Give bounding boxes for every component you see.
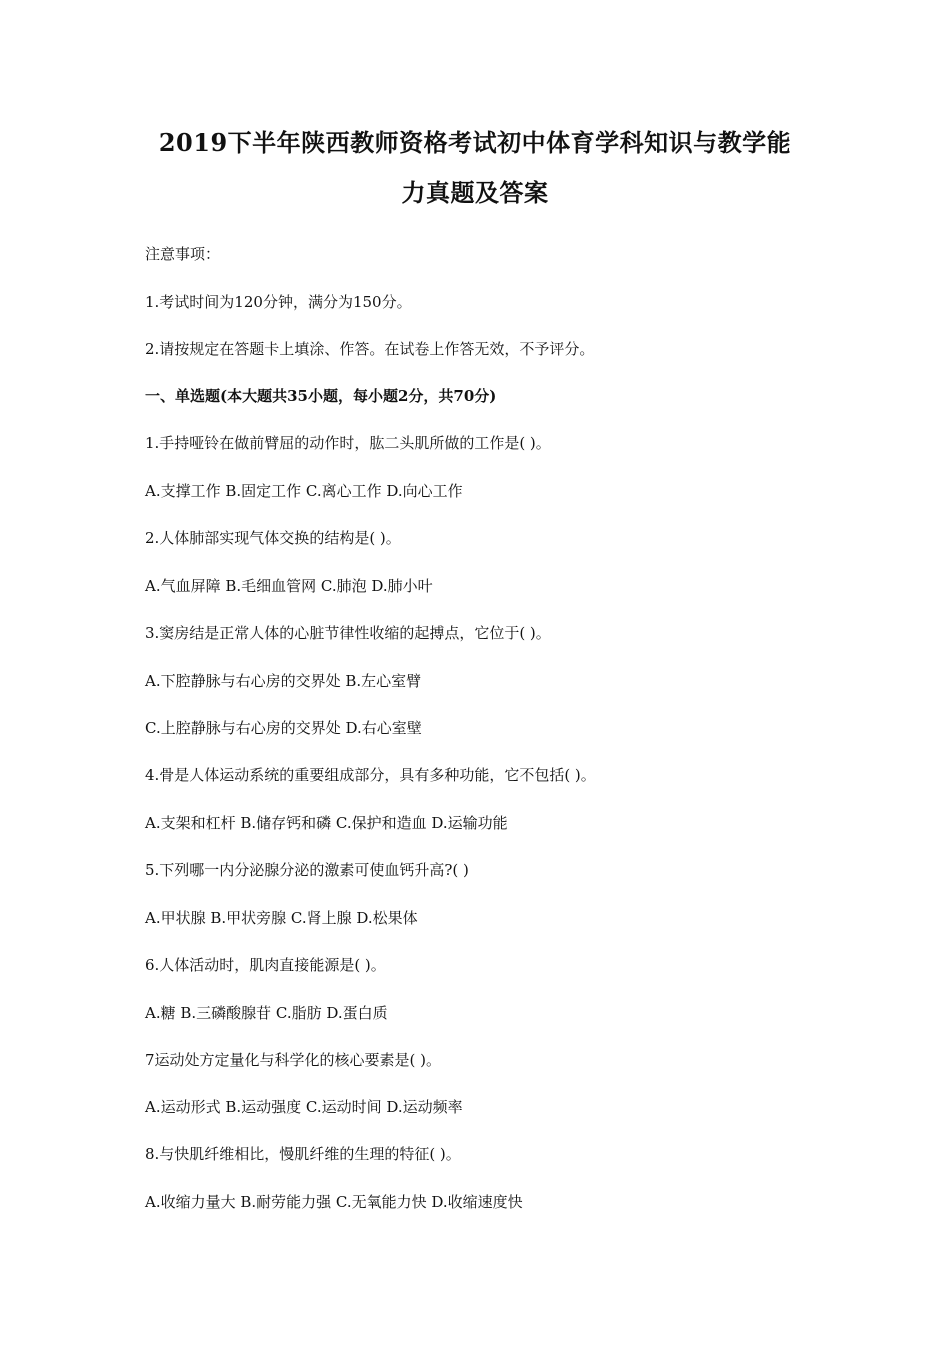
question-options: A.收缩力量大 B.耐劳能力强 C.无氧能力快 D.收缩速度快	[145, 1193, 523, 1211]
question-options: A.支架和杠杆 B.储存钙和磷 C.保护和造血 D.运输功能	[145, 814, 508, 832]
question-stem: 6.人体活动时，肌肉直接能源是( )。	[145, 956, 386, 974]
question-stem: 7运动处方定量化与科学化的核心要素是( )。	[145, 1051, 442, 1069]
section-heading: 一、单选题(本大题共35小题，每小题2分，共70分)	[145, 387, 497, 405]
question-stem: 1.手持哑铃在做前臂屈的动作时，肱二头肌所做的工作是( )。	[145, 434, 551, 452]
question-options: A.下腔静脉与右心房的交界处 B.左心室臂	[145, 672, 422, 690]
document-title-line-2: 力真题及答案	[401, 178, 549, 207]
note-item: 1.考试时间为120分钟，满分为150分。	[145, 293, 412, 311]
note-item: 2.请按规定在答题卡上填涂、作答。在试卷上作答无效，不予评分。	[145, 340, 595, 358]
question-options: A.气血屏障 B.毛细血管网 C.肺泡 D.肺小叶	[145, 577, 433, 595]
question-options: A.甲状腺 B.甲状旁腺 C.肾上腺 D.松果体	[145, 909, 418, 927]
question-options: A.支撑工作 B.固定工作 C.离心工作 D.向心工作	[145, 482, 463, 500]
question-stem: 5.下列哪一内分泌腺分泌的激素可使血钙升高?( )	[145, 861, 469, 879]
question-stem: 4.骨是人体运动系统的重要组成部分，具有多种功能，它不包括( )。	[145, 766, 596, 784]
question-stem: 2.人体肺部实现气体交换的结构是( )。	[145, 529, 401, 547]
question-stem: 8.与快肌纤维相比，慢肌纤维的生理的特征( )。	[145, 1145, 461, 1163]
question-options: A.糖 B.三磷酸腺苷 C.脂肪 D.蛋白质	[145, 1004, 388, 1022]
document-title-line-1: 2019下半年陕西教师资格考试初中体育学科知识与教学能	[158, 128, 792, 157]
question-options: C.上腔静脉与右心房的交界处 D.右心室壁	[145, 719, 422, 737]
question-stem: 3.窦房结是正常人体的心脏节律性收缩的起搏点，它位于( )。	[145, 624, 551, 642]
notes-heading: 注意事项：	[145, 245, 221, 263]
question-options: A.运动形式 B.运动强度 C.运动时间 D.运动频率	[145, 1098, 463, 1116]
